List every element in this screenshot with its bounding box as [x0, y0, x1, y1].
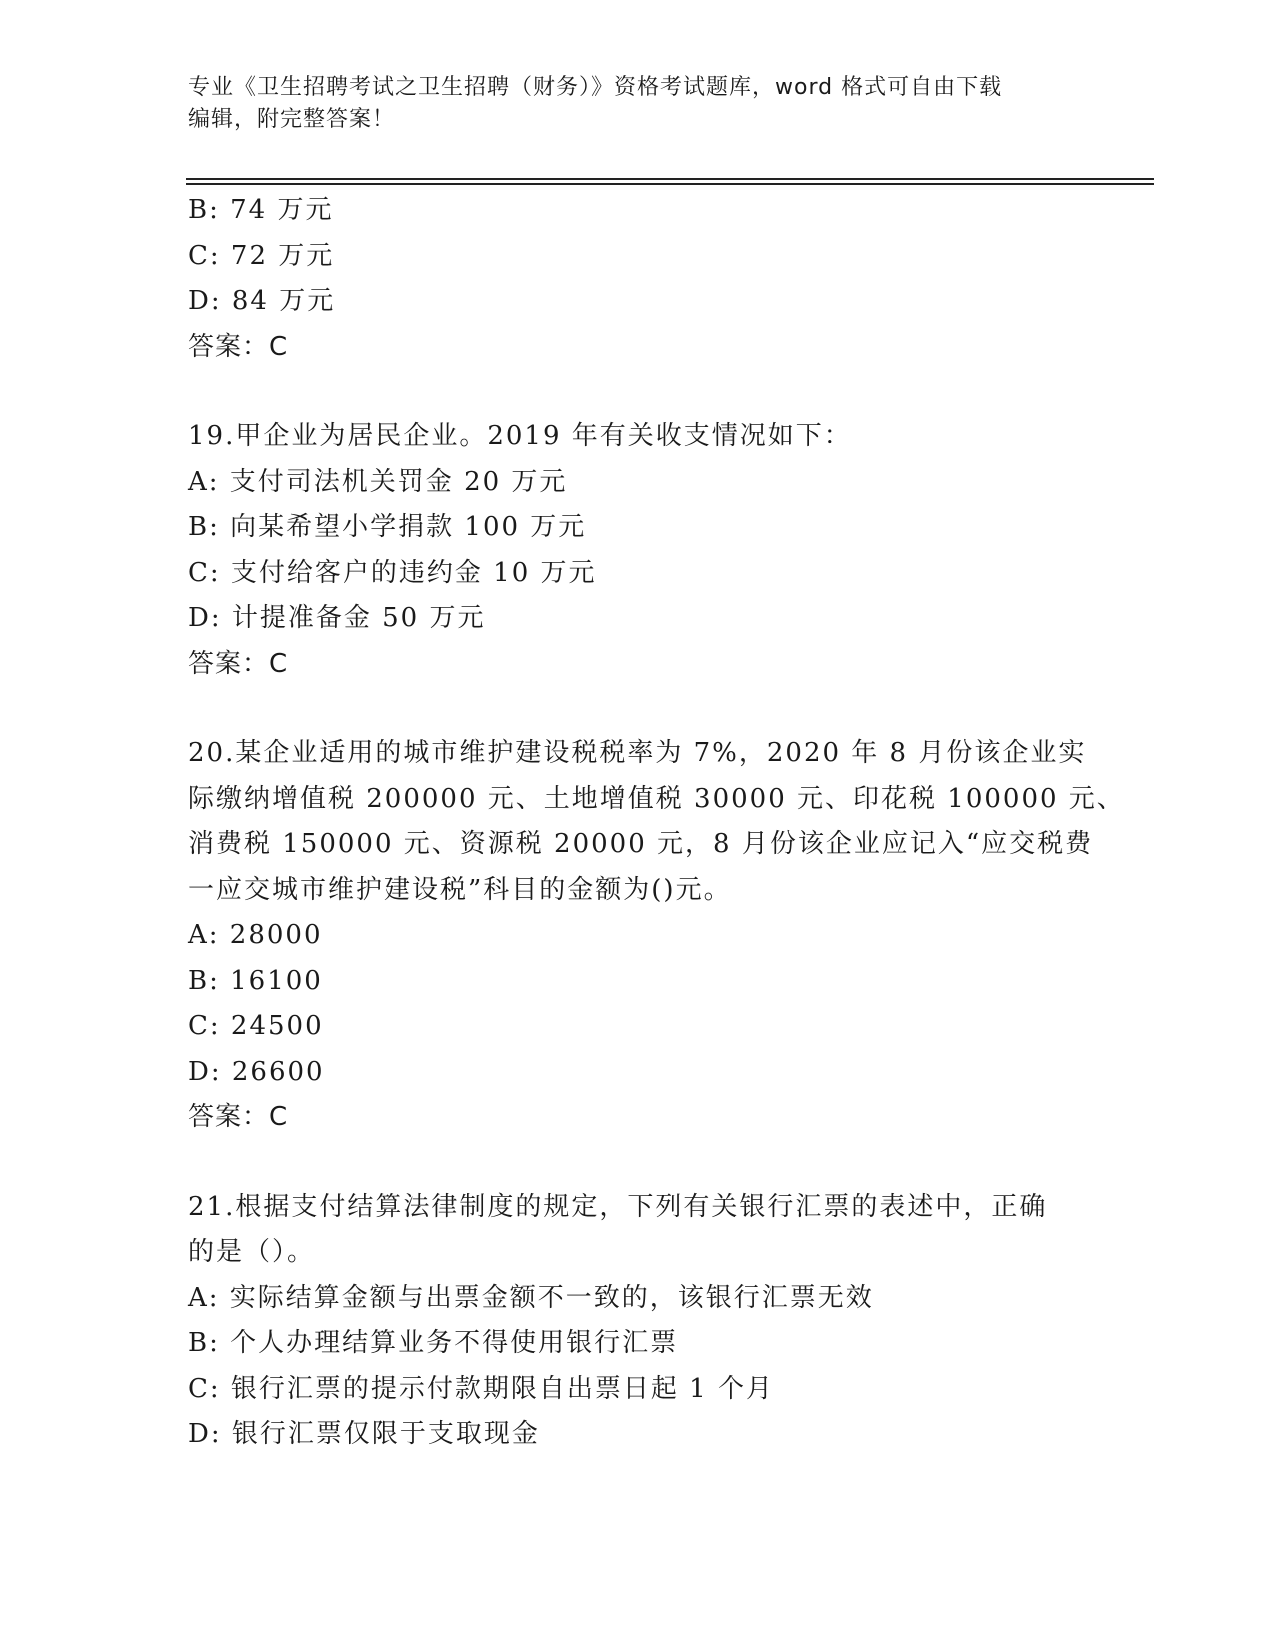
option-a: A: 实际结算金额与出票金额不一致的，该银行汇票无效 — [188, 1282, 874, 1313]
option-b: B: 个人办理结算业务不得使用银行汇票 — [188, 1328, 679, 1358]
option-b: B: 16100 — [188, 965, 323, 996]
option-d: D: 26600 — [188, 1056, 325, 1087]
question-stem-line: 一应交城市维护建设税”科目的金额为()元。 — [188, 874, 732, 905]
spacer — [188, 687, 1088, 731]
question-content — [188, 188, 1125, 1458]
header-divider-top — [186, 178, 1154, 180]
spacer — [188, 370, 1088, 414]
header-divider-bottom — [186, 183, 1154, 185]
question-stem-line: 21.根据支付结算法律制度的规定，下列有关银行汇票的表述中，正确 — [188, 1191, 1048, 1222]
option-d: D: 银行汇票仅限于支取现金 — [188, 1419, 540, 1449]
document-header — [188, 72, 1068, 136]
question-19 — [188, 414, 1088, 687]
question-20 — [188, 731, 1125, 1141]
option-b: B: 74 万元 — [188, 195, 334, 225]
option-d: D: 84 万元 — [188, 286, 336, 316]
question-stem: 19.甲企业为居民企业。2019 年有关收支情况如下： — [188, 421, 852, 451]
question-stem-line: 20.某企业适用的城市维护建设税税率为 7%，2020 年 8 月份该企业实 — [188, 738, 1087, 768]
answer-line: 答案：C — [188, 331, 289, 362]
question-18 — [188, 188, 1088, 370]
question-21 — [188, 1185, 1088, 1458]
option-a: A: 支付司法机关罚金 20 万元 — [188, 466, 568, 497]
option-d: D: 计提准备金 50 万元 — [188, 603, 486, 633]
answer-line: 答案：C — [188, 1102, 289, 1132]
option-c: C: 72 万元 — [188, 240, 335, 271]
option-c: C: 银行汇票的提示付款期限自出票日起 1 个月 — [188, 1373, 774, 1404]
option-c: C: 支付给客户的违约金 10 万元 — [188, 557, 597, 588]
header-line-2: 编辑，附完整答案！ — [188, 107, 396, 132]
option-c: C: 24500 — [188, 1011, 324, 1041]
question-stem-line: 的是（）。 — [188, 1237, 316, 1267]
header-line-1: 专业《卫生招聘考试之卫生招聘（财务）》资格考试题库，word 格式可自由下载 — [188, 75, 1003, 100]
answer-line: 答案：C — [188, 648, 289, 679]
spacer — [188, 1141, 1088, 1185]
option-a: A: 28000 — [188, 920, 323, 950]
option-b: B: 向某希望小学捐款 100 万元 — [188, 512, 587, 542]
question-stem-line: 际缴纳增值税 200000 元、土地增值税 30000 元、印花税 100000 元、 — [188, 783, 1125, 814]
question-stem-line: 消费税 150000 元、资源税 20000 元，8 月份该企业应记入“应交税费 — [188, 829, 1094, 859]
